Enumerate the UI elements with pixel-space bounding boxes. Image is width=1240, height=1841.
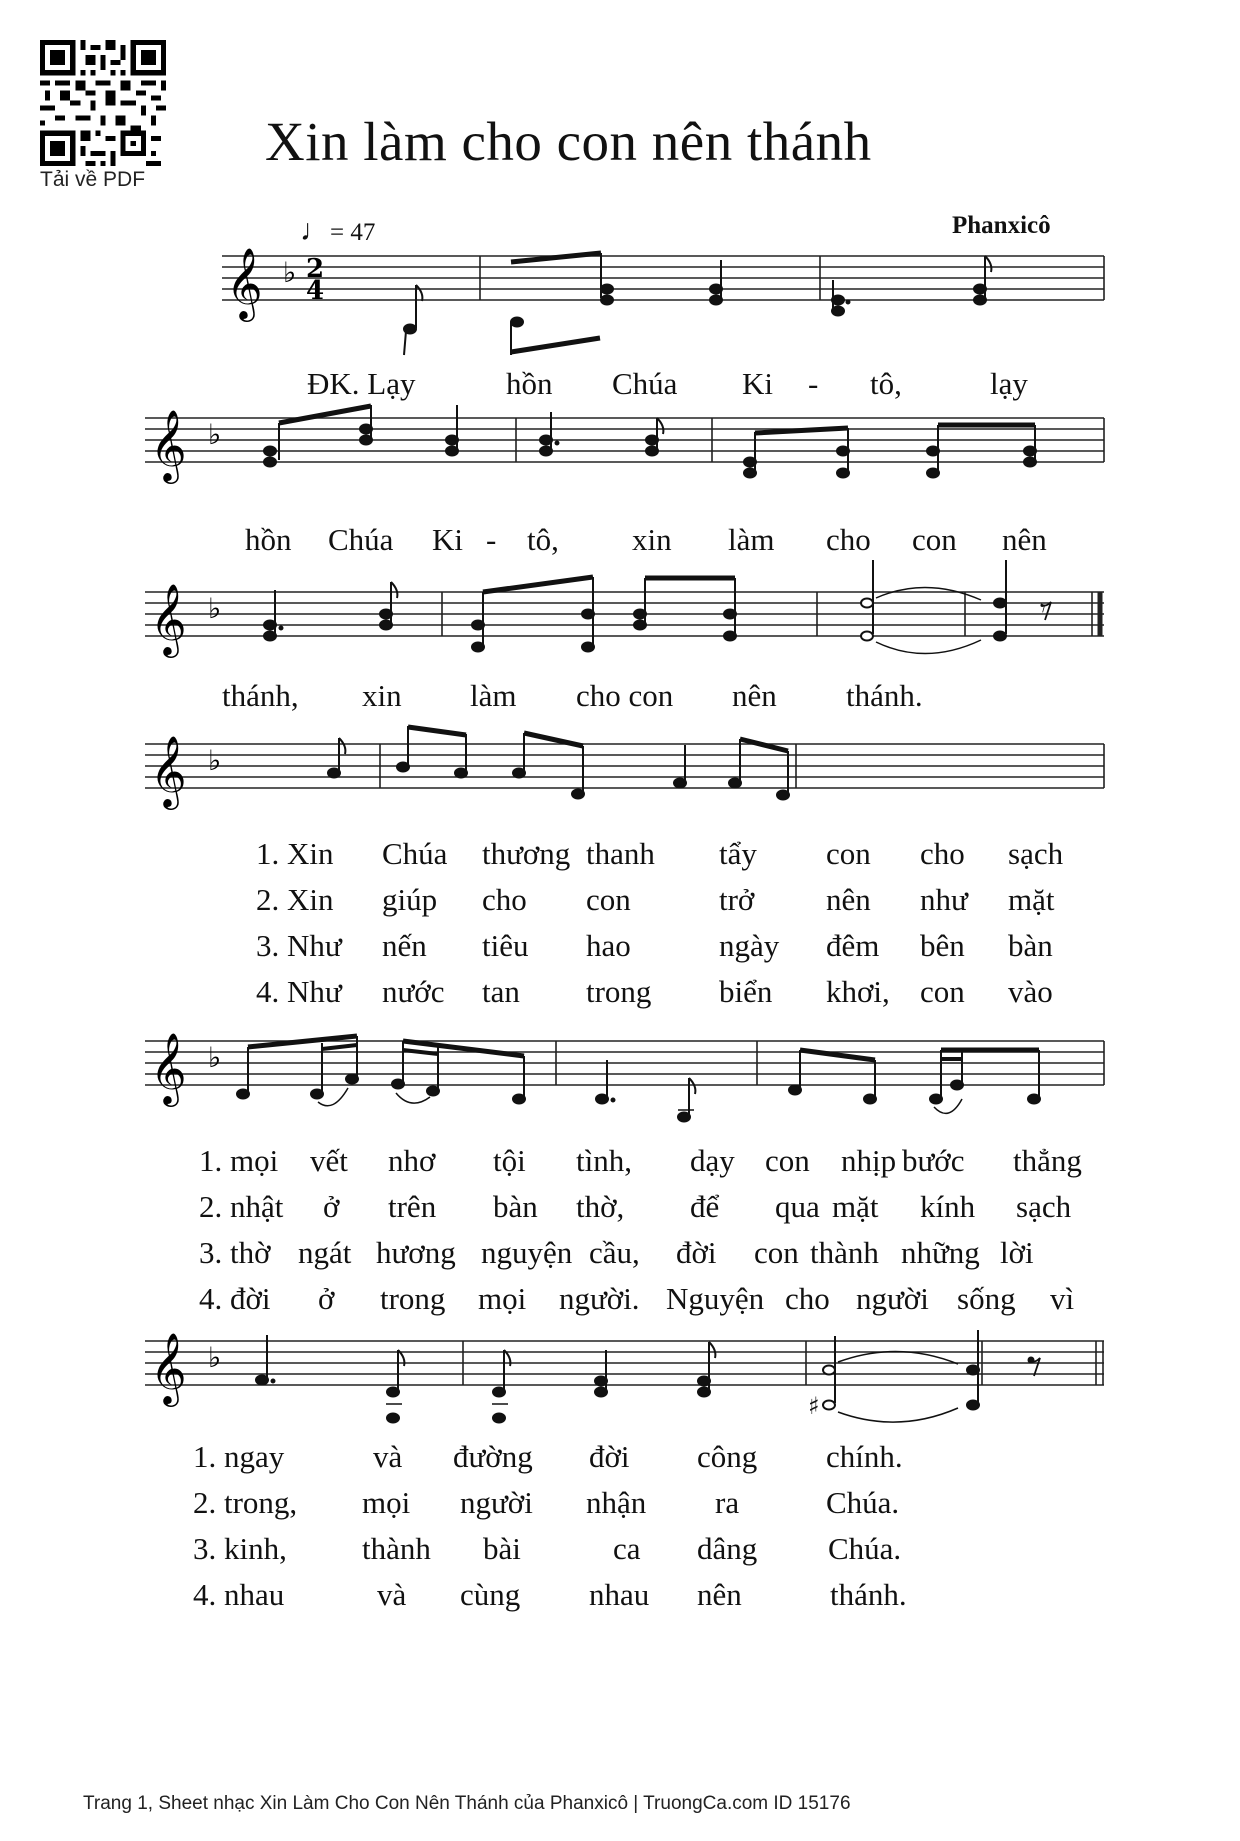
- lyric-word: nhịp: [841, 1143, 897, 1178]
- lyric-word: 3. thờ: [199, 1235, 271, 1270]
- lyric-word: mọi: [478, 1281, 527, 1316]
- lyric-word: ở: [323, 1189, 340, 1224]
- lyric-word: kính: [920, 1189, 976, 1224]
- lyric-word: nước: [382, 974, 445, 1009]
- lyric-word: nên: [697, 1577, 742, 1612]
- lyric-word: Chúa.: [826, 1485, 900, 1520]
- lyric-word: cho: [482, 882, 527, 917]
- lyric-word: Chúa.: [828, 1531, 902, 1566]
- lyric-word: con: [754, 1235, 799, 1270]
- lyric-word: đời: [589, 1439, 630, 1474]
- lyric-word: 1. mọi: [199, 1143, 279, 1178]
- lyric-word: con: [912, 522, 957, 557]
- flat-icon: ♭: [283, 256, 297, 289]
- lyric-word: bàn: [493, 1189, 538, 1224]
- lyric-word: làm: [728, 522, 775, 557]
- staff-2: [0, 400, 1240, 520]
- lyric-word: ĐK. Lạy: [307, 366, 416, 401]
- lyric-word: như: [920, 882, 968, 917]
- treble-clef-icon: 𝄞: [226, 246, 263, 319]
- lyric-word: biển: [719, 974, 773, 1009]
- lyric-word: con: [586, 882, 631, 917]
- lyric-word: 1. Xin: [256, 836, 334, 871]
- lyric-word: xin: [362, 678, 402, 713]
- flat-icon: ♭: [208, 592, 222, 625]
- lyric-word: -: [486, 522, 497, 557]
- lyric-word: người.: [559, 1281, 640, 1316]
- lyric-word: vết: [310, 1143, 348, 1178]
- lyric-word: tan: [482, 974, 520, 1009]
- lyric-word: sạch: [1016, 1189, 1072, 1224]
- lyric-word: cho: [826, 522, 871, 557]
- lyric-word: tội: [493, 1143, 526, 1178]
- lyrics-refrain-line-3: [0, 678, 1240, 718]
- lyric-word: 4. đời: [199, 1281, 271, 1316]
- lyric-word: trong: [380, 1281, 446, 1316]
- lyric-word: người: [856, 1281, 929, 1316]
- verse-1-line-b: [0, 1143, 1240, 1183]
- flat-icon: ♭: [208, 744, 222, 777]
- lyric-word: vào: [1008, 974, 1053, 1009]
- lyric-word: tô,: [527, 522, 559, 557]
- staff-6: [0, 1330, 1240, 1440]
- lyric-word: nhơ: [388, 1143, 436, 1178]
- lyric-word: 2. Xin: [256, 882, 334, 917]
- lyric-word: trên: [388, 1189, 437, 1224]
- lyric-word: 3. Như: [256, 928, 342, 963]
- lyric-word: 2. trong,: [193, 1485, 298, 1520]
- staff-5: [0, 1030, 1240, 1140]
- lyric-word: nhau: [589, 1577, 650, 1612]
- flat-icon: ♭: [208, 1341, 222, 1374]
- lyric-word: sống: [957, 1281, 1016, 1316]
- lyric-word: vì: [1050, 1281, 1075, 1316]
- page-footer: Trang 1, Sheet nhạc Xin Làm Cho Con Nên Thánh của Phanxicô | TruongCa.com ID 15176: [83, 1793, 851, 1814]
- lyric-word: trở: [719, 882, 755, 917]
- lyric-word: làm: [470, 678, 517, 713]
- lyric-word: thánh.: [846, 678, 923, 713]
- lyric-word: nên: [732, 678, 777, 713]
- lyric-word: con: [765, 1143, 810, 1178]
- lyric-word: thẳng: [1013, 1143, 1082, 1178]
- lyric-word: cho con: [576, 678, 674, 713]
- lyric-word: Chúa: [382, 836, 448, 871]
- lyric-word: 2. nhật: [199, 1189, 284, 1224]
- lyric-word: con: [826, 836, 871, 871]
- lyric-word: nến: [382, 928, 427, 963]
- tempo-value: = 47: [330, 219, 376, 246]
- lyric-word: -: [808, 366, 819, 401]
- lyric-word: thánh.: [830, 1577, 907, 1612]
- verse-1-line-c: [0, 1439, 1240, 1479]
- svg-text:♯: ♯: [808, 1392, 820, 1420]
- lyric-word: và: [373, 1439, 403, 1474]
- lyric-word: 4. nhau: [193, 1577, 285, 1612]
- staff-4: [0, 730, 1240, 830]
- verse-4-line-c: [0, 1577, 1240, 1617]
- verse-2-line-b: [0, 1189, 1240, 1229]
- svg-text:𝄾: 𝄾: [1040, 597, 1046, 622]
- lyric-word: trong: [586, 974, 652, 1009]
- lyric-word: thành: [362, 1531, 431, 1566]
- lyric-word: cho: [920, 836, 965, 871]
- lyric-word: xin: [632, 522, 672, 557]
- quarter-note-icon: ♩: [300, 214, 330, 247]
- lyric-word: những: [901, 1235, 980, 1270]
- lyric-word: hao: [586, 928, 631, 963]
- lyric-word: ở: [318, 1281, 335, 1316]
- lyric-word: 3. kinh,: [193, 1531, 287, 1566]
- composer-name: Phanxicô: [952, 212, 1051, 239]
- lyric-word: tiêu: [482, 928, 529, 963]
- verse-4-line-b: [0, 1281, 1240, 1321]
- lyric-word: thương: [482, 836, 571, 871]
- lyric-word: Nguyện: [666, 1281, 765, 1316]
- lyric-word: bên: [920, 928, 965, 963]
- lyric-word: hương: [376, 1235, 456, 1270]
- lyric-word: chính.: [826, 1439, 903, 1474]
- lyric-word: thanh: [586, 836, 655, 871]
- lyric-word: Ki: [432, 522, 463, 557]
- lyric-word: đêm: [826, 928, 880, 963]
- lyric-word: thánh,: [222, 678, 299, 713]
- verse-1-line-a: [0, 836, 1240, 876]
- verse-4-line-a: [0, 974, 1240, 1014]
- lyric-word: ngày: [719, 928, 780, 963]
- lyric-word: tô,: [870, 366, 902, 401]
- lyric-word: Chúa: [612, 366, 678, 401]
- treble-clef-icon: 𝄞: [150, 408, 187, 481]
- lyric-word: cho: [785, 1281, 830, 1316]
- staff-1: [0, 240, 1240, 360]
- lyric-word: con: [920, 974, 965, 1009]
- time-signature: 2: [306, 254, 325, 284]
- verse-3-line-a: [0, 928, 1240, 968]
- lyric-word: ra: [715, 1485, 740, 1520]
- lyric-word: người: [460, 1485, 533, 1520]
- lyric-word: thành: [810, 1235, 879, 1270]
- lyric-word: 4. Như: [256, 974, 342, 1009]
- lyric-word: tẩy: [719, 836, 757, 871]
- lyric-word: hồn: [245, 522, 292, 557]
- lyric-word: để: [690, 1189, 720, 1224]
- lyric-word: cùng: [460, 1577, 521, 1612]
- lyric-word: đời: [676, 1235, 717, 1270]
- lyric-word: nên: [826, 882, 871, 917]
- verse-3-line-b: [0, 1235, 1240, 1275]
- download-pdf-link[interactable]: Tải về PDF: [40, 168, 146, 191]
- lyric-word: Chúa: [328, 522, 394, 557]
- lyric-word: khơi,: [826, 974, 890, 1009]
- lyric-word: nên: [1002, 522, 1047, 557]
- treble-clef-icon: 𝄞: [150, 582, 187, 655]
- lyric-word: mặt: [1008, 882, 1055, 917]
- staff-3: [0, 560, 1240, 690]
- verse-3-line-c: [0, 1531, 1240, 1571]
- lyric-word: bài: [483, 1531, 521, 1566]
- flat-icon: ♭: [208, 1041, 222, 1074]
- treble-clef-icon: 𝄞: [150, 1331, 187, 1404]
- lyric-word: bàn: [1008, 928, 1053, 963]
- flat-icon: ♭: [208, 418, 222, 451]
- verse-2-line-a: [0, 882, 1240, 922]
- lyric-word: nhận: [586, 1485, 647, 1520]
- treble-clef-icon: 𝄞: [150, 1031, 187, 1104]
- lyrics-refrain-line-2: [0, 522, 1240, 562]
- lyric-word: dạy: [690, 1143, 735, 1178]
- lyric-word: ca: [613, 1531, 641, 1566]
- lyric-word: lời: [1000, 1235, 1034, 1270]
- lyric-word: hồn: [506, 366, 553, 401]
- lyric-word: mặt: [832, 1189, 879, 1224]
- lyric-word: cầu,: [589, 1235, 640, 1270]
- lyric-word: công: [697, 1439, 758, 1474]
- song-title: Xin làm cho con nên thánh: [265, 111, 872, 172]
- lyric-word: thờ,: [576, 1189, 625, 1224]
- lyric-word: và: [377, 1577, 407, 1612]
- treble-clef-icon: 𝄞: [150, 734, 187, 807]
- lyric-word: giúp: [382, 882, 438, 917]
- lyric-word: tình,: [576, 1143, 632, 1178]
- lyric-word: dâng: [697, 1531, 758, 1566]
- lyric-word: đường: [453, 1439, 533, 1474]
- svg-text:4: 4: [306, 276, 325, 306]
- verse-2-line-c: [0, 1485, 1240, 1525]
- lyric-word: bước: [902, 1143, 965, 1178]
- lyric-word: ngát: [298, 1235, 352, 1270]
- lyric-word: qua: [775, 1189, 820, 1224]
- qr-code-icon[interactable]: [40, 40, 166, 166]
- lyric-word: nguyện: [481, 1235, 573, 1270]
- lyric-word: Ki: [742, 366, 773, 401]
- lyric-word: sạch: [1008, 836, 1064, 871]
- lyric-word: lạy: [990, 366, 1028, 401]
- lyric-word: mọi: [362, 1485, 411, 1520]
- lyric-word: 1. ngay: [193, 1439, 285, 1474]
